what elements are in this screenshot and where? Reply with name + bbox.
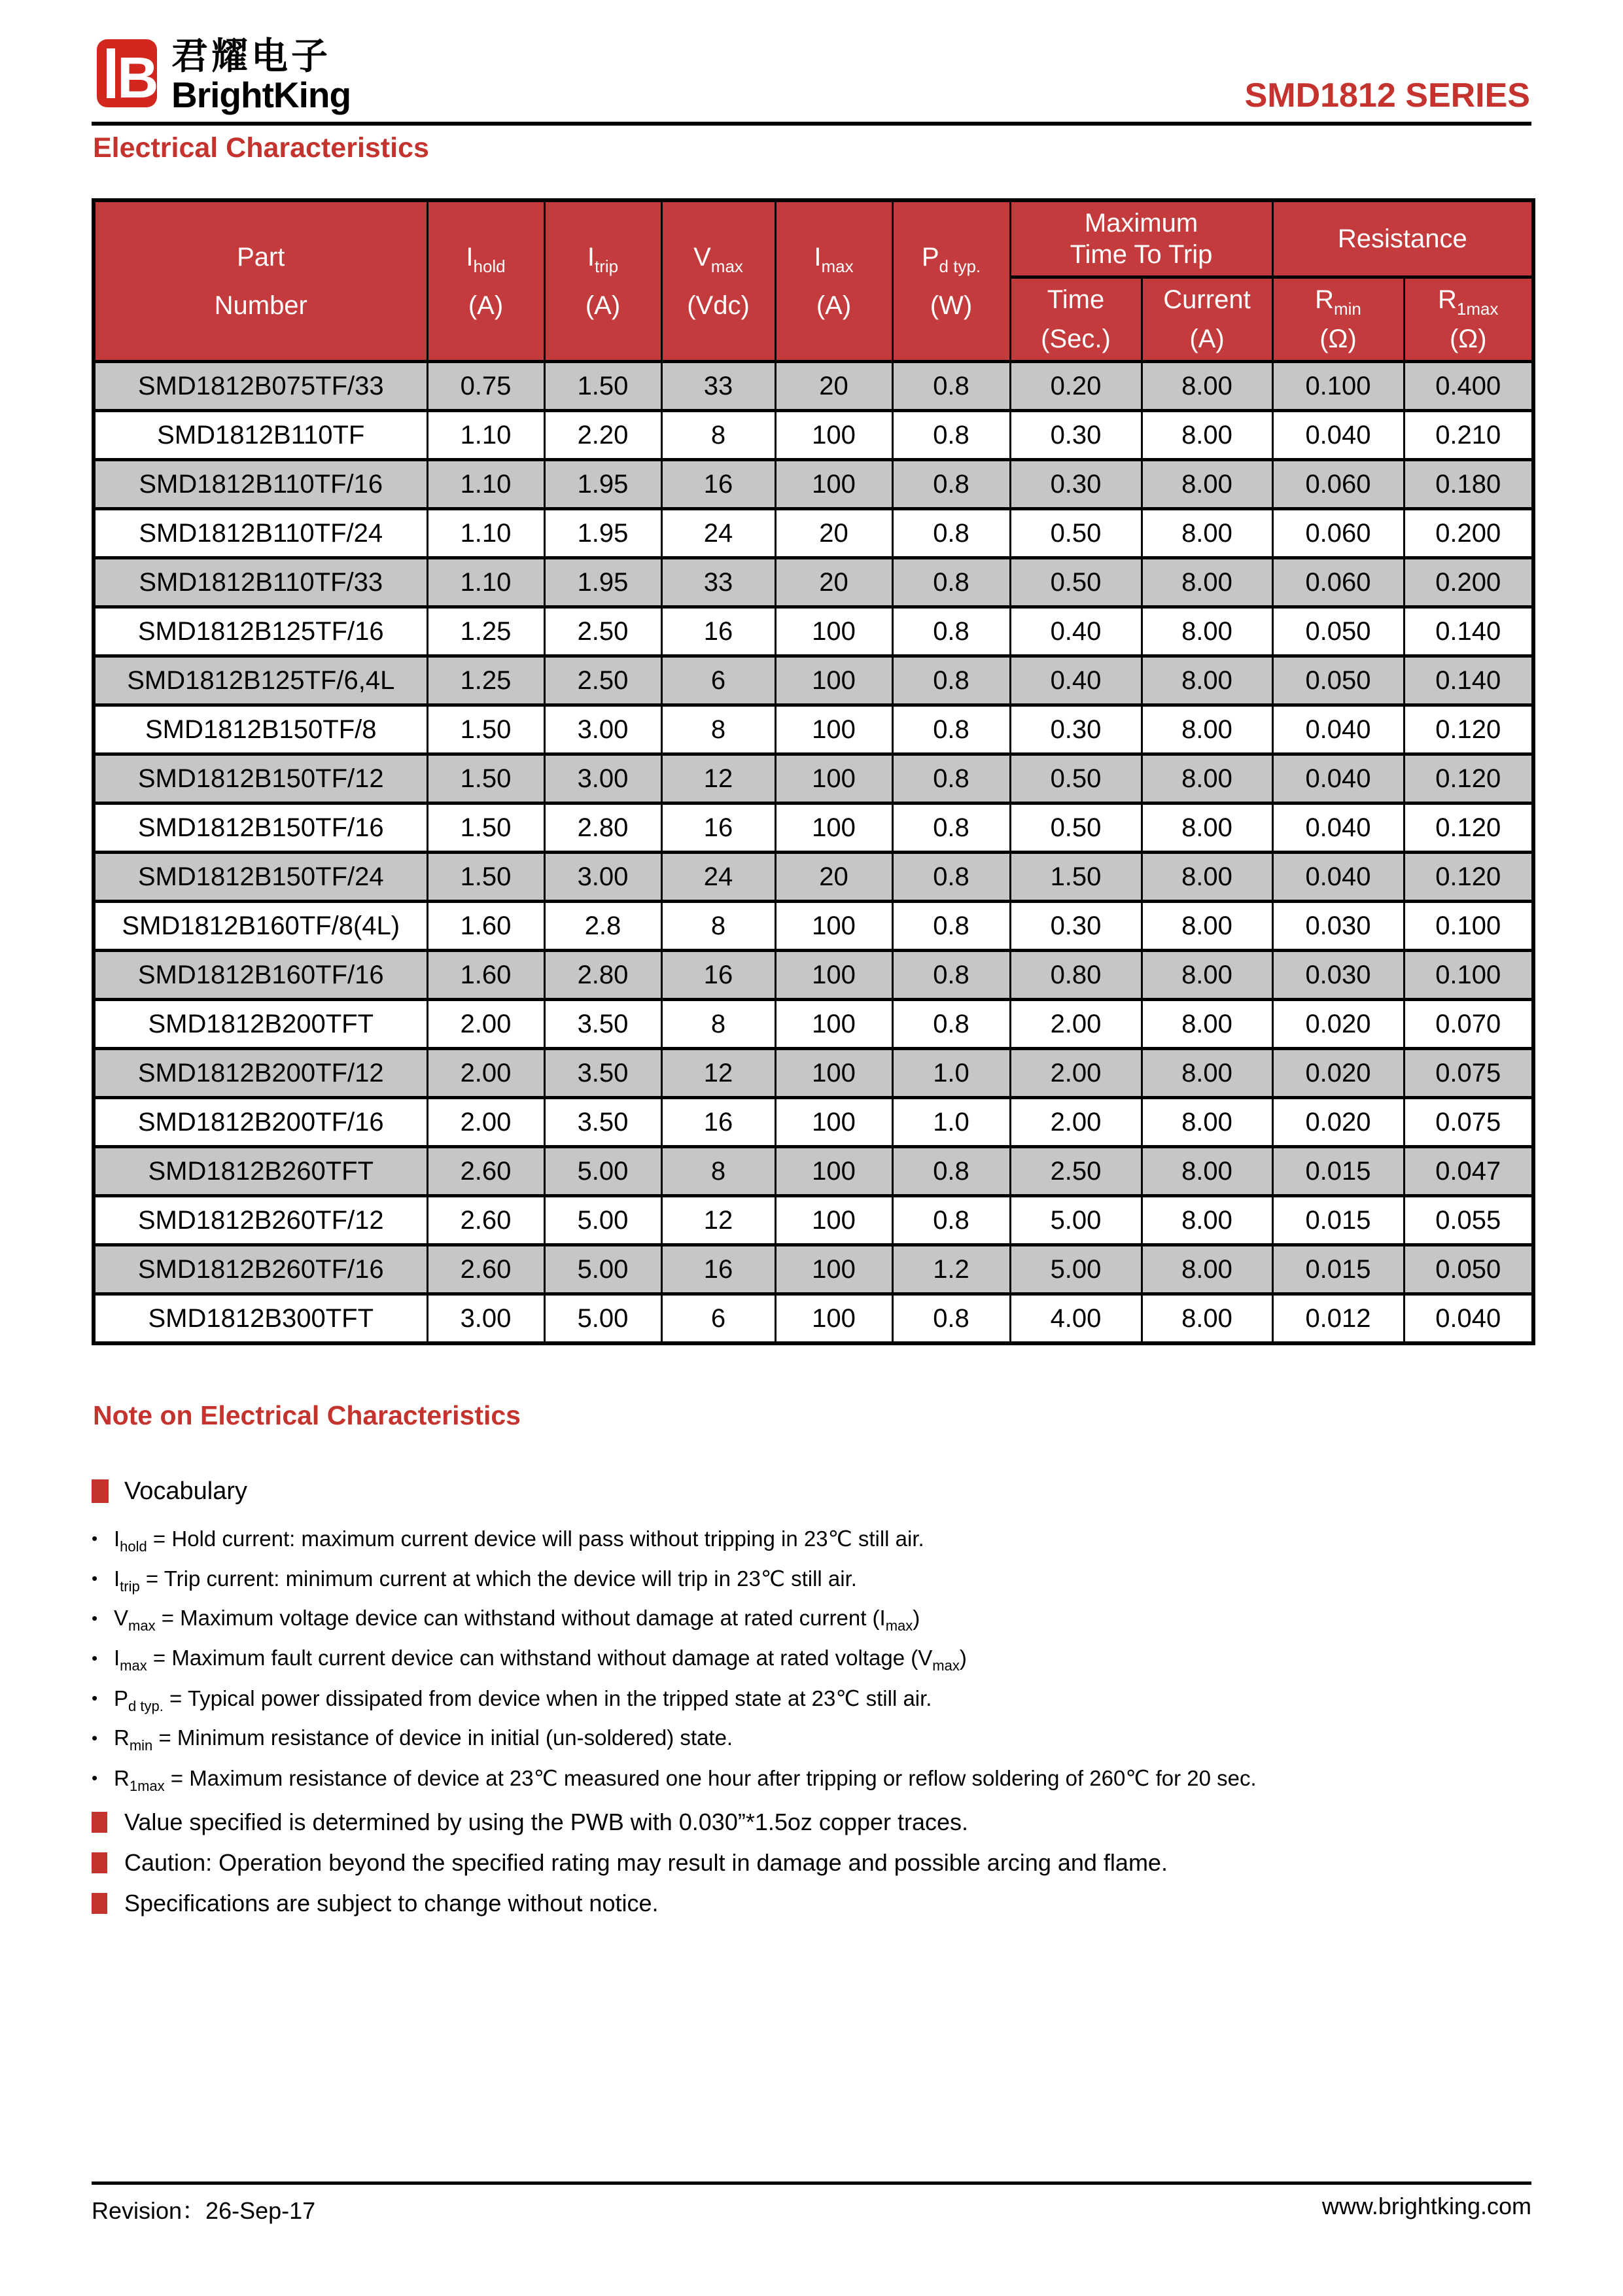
cell-vmax: 8: [661, 1147, 775, 1196]
table-header: [94, 200, 1533, 362]
cell-rmin: 0.020: [1272, 1000, 1404, 1049]
col-header-r1max: $R_{1max}$ (Ω): [1404, 277, 1533, 362]
cell-rmin: 0.060: [1272, 558, 1404, 607]
cell-itrip: 2.50: [544, 656, 661, 705]
cell-imax: 20: [775, 558, 892, 607]
cell-trip-time: 0.50: [1010, 558, 1142, 607]
cell-rmin: 0.060: [1272, 460, 1404, 509]
col-group-resistance: Resistance: [1272, 200, 1533, 277]
note-item-text: Caution: Operation beyond the specified rating may result in damage and possible arcing and flame.: [124, 1848, 1168, 1876]
vocabulary-heading: [92, 1477, 1531, 1506]
cell-r1max: 0.100: [1404, 902, 1533, 951]
cell-r1max: 0.050: [1404, 1245, 1533, 1294]
cell-ihold: 1.10: [427, 460, 544, 509]
cell-vmax: 6: [661, 656, 775, 705]
cell-r1max: 0.070: [1404, 1000, 1533, 1049]
cell-trip-time: 2.50: [1010, 1147, 1142, 1196]
cell-vmax: 12: [661, 1049, 775, 1098]
bullet-dot-icon: •: [92, 1528, 98, 1548]
cell-rmin: 0.050: [1272, 656, 1404, 705]
notes-section-title: Note on Electrical Characteristics: [93, 1400, 521, 1431]
cell-part-number: SMD1812B150TF/8: [94, 705, 427, 754]
col-group-maximum-time-to-trip: Maximum Time To Trip: [1010, 200, 1272, 277]
vocab-item-text: $R_{min}$ = Minimum resistance of device in initial (un-soldered) state.: [114, 1725, 733, 1754]
cell-vmax: 24: [661, 853, 775, 902]
cell-rmin: 0.040: [1272, 853, 1404, 902]
red-square-bullet-icon: [92, 1893, 107, 1914]
note-item: [92, 1883, 1531, 1924]
cell-trip-current: 8.00: [1142, 902, 1272, 951]
cell-ihold: 2.00: [427, 1049, 544, 1098]
cell-pd-typ: 0.8: [892, 1294, 1010, 1344]
cell-part-number: SMD1812B260TF/16: [94, 1245, 427, 1294]
vocab-item-text: $I_{max}$ = Maximum fault current device can withstand without damage at rated voltage $(V_{max})$: [114, 1646, 967, 1674]
cell-trip-time: 0.30: [1010, 460, 1142, 509]
cell-imax: 100: [775, 1147, 892, 1196]
vocab-item: [92, 1519, 1531, 1559]
cell-trip-time: 2.00: [1010, 1049, 1142, 1098]
cell-trip-current: 8.00: [1142, 558, 1272, 607]
cell-rmin: 0.060: [1272, 509, 1404, 558]
cell-r1max: 0.140: [1404, 656, 1533, 705]
cell-trip-time: 0.80: [1010, 951, 1142, 1000]
cell-vmax: 16: [661, 1098, 775, 1147]
cell-part-number: SMD1812B200TFT: [94, 1000, 427, 1049]
col-header-vmax: $V_{max}$ (Vdc): [661, 200, 775, 362]
cell-ihold: 2.00: [427, 1000, 544, 1049]
cell-rmin: 0.030: [1272, 951, 1404, 1000]
cell-part-number: SMD1812B160TF/8(4L): [94, 902, 427, 951]
cell-rmin: 0.040: [1272, 705, 1404, 754]
cell-itrip: 2.50: [544, 607, 661, 656]
cell-ihold: 1.60: [427, 951, 544, 1000]
bullet-dot-icon: •: [92, 1608, 98, 1628]
cell-part-number: SMD1812B150TF/24: [94, 853, 427, 902]
cell-vmax: 6: [661, 1294, 775, 1344]
cell-trip-time: 0.20: [1010, 362, 1142, 411]
cell-imax: 100: [775, 411, 892, 460]
cell-pd-typ: 1.2: [892, 1245, 1010, 1294]
table-row: [94, 362, 1533, 411]
logo-mark-icon: [96, 38, 158, 112]
cell-trip-current: 8.00: [1142, 754, 1272, 804]
cell-part-number: SMD1812B260TFT: [94, 1147, 427, 1196]
cell-ihold: 1.25: [427, 656, 544, 705]
cell-imax: 100: [775, 902, 892, 951]
cell-pd-typ: 0.8: [892, 951, 1010, 1000]
logo-chinese-name: 君耀电子: [171, 35, 331, 77]
cell-itrip: 3.50: [544, 1049, 661, 1098]
cell-trip-current: 8.00: [1142, 853, 1272, 902]
cell-trip-current: 8.00: [1142, 705, 1272, 754]
cell-trip-current: 8.00: [1142, 1196, 1272, 1245]
cell-vmax: 12: [661, 754, 775, 804]
col-header-trip-time: Time (Sec.): [1010, 277, 1142, 362]
cell-pd-typ: 0.8: [892, 656, 1010, 705]
cell-vmax: 16: [661, 951, 775, 1000]
cell-itrip: 3.50: [544, 1098, 661, 1147]
cell-ihold: 0.75: [427, 362, 544, 411]
cell-rmin: 0.040: [1272, 411, 1404, 460]
table-row: [94, 607, 1533, 656]
cell-itrip: 3.00: [544, 853, 661, 902]
cell-rmin: 0.030: [1272, 902, 1404, 951]
bullet-dot-icon: •: [92, 1687, 98, 1708]
table-row: [94, 1147, 1533, 1196]
cell-vmax: 8: [661, 705, 775, 754]
cell-rmin: 0.015: [1272, 1245, 1404, 1294]
cell-rmin: 0.050: [1272, 607, 1404, 656]
cell-r1max: 0.100: [1404, 951, 1533, 1000]
cell-vmax: 16: [661, 804, 775, 853]
website-text: www.brightking.com: [1321, 2193, 1531, 2219]
cell-pd-typ: 0.8: [892, 804, 1010, 853]
cell-part-number: SMD1812B300TFT: [94, 1294, 427, 1344]
cell-imax: 100: [775, 656, 892, 705]
cell-imax: 100: [775, 1098, 892, 1147]
cell-imax: 100: [775, 607, 892, 656]
red-square-bullet-icon: [92, 1479, 109, 1503]
cell-trip-current: 8.00: [1142, 362, 1272, 411]
cell-trip-time: 0.30: [1010, 705, 1142, 754]
table-row: [94, 656, 1533, 705]
cell-imax: 100: [775, 951, 892, 1000]
cell-pd-typ: 0.8: [892, 1000, 1010, 1049]
cell-part-number: SMD1812B110TF/33: [94, 558, 427, 607]
cell-trip-time: 0.40: [1010, 656, 1142, 705]
cell-rmin: 0.040: [1272, 804, 1404, 853]
vocabulary-label: Vocabulary: [124, 1477, 248, 1505]
cell-itrip: 3.00: [544, 754, 661, 804]
cell-pd-typ: 0.8: [892, 1147, 1010, 1196]
cell-trip-current: 8.00: [1142, 1147, 1272, 1196]
page-footer: [92, 2181, 1531, 2226]
cell-r1max: 0.120: [1404, 853, 1533, 902]
table-row: [94, 754, 1533, 804]
cell-r1max: 0.047: [1404, 1147, 1533, 1196]
cell-r1max: 0.055: [1404, 1196, 1533, 1245]
cell-ihold: 1.10: [427, 558, 544, 607]
cell-trip-current: 8.00: [1142, 1049, 1272, 1098]
cell-itrip: 3.50: [544, 1000, 661, 1049]
cell-trip-current: 8.00: [1142, 804, 1272, 853]
cell-itrip: 5.00: [544, 1245, 661, 1294]
cell-r1max: 0.120: [1404, 754, 1533, 804]
footer-rule: [92, 2181, 1531, 2185]
vocab-item: [92, 1678, 1531, 1718]
cell-ihold: 2.60: [427, 1196, 544, 1245]
cell-rmin: 0.015: [1272, 1147, 1404, 1196]
cell-vmax: 33: [661, 362, 775, 411]
cell-vmax: 16: [661, 460, 775, 509]
cell-itrip: 5.00: [544, 1196, 661, 1245]
cell-trip-time: 0.30: [1010, 411, 1142, 460]
table-row: [94, 1196, 1533, 1245]
cell-pd-typ: 0.8: [892, 1196, 1010, 1245]
cell-pd-typ: 0.8: [892, 853, 1010, 902]
cell-pd-typ: 0.8: [892, 754, 1010, 804]
cell-vmax: 16: [661, 1245, 775, 1294]
vocab-item-text: $I_{trip}$ = Trip current: minimum current at which the device will trip in 23℃ still air.: [114, 1566, 857, 1595]
table-row: [94, 1245, 1533, 1294]
cell-trip-current: 8.00: [1142, 1000, 1272, 1049]
cell-imax: 100: [775, 1196, 892, 1245]
bullet-dot-icon: •: [92, 1568, 98, 1588]
cell-imax: 100: [775, 460, 892, 509]
cell-imax: 20: [775, 509, 892, 558]
cell-ihold: 3.00: [427, 1294, 544, 1344]
cell-part-number: SMD1812B150TF/12: [94, 754, 427, 804]
cell-r1max: 0.075: [1404, 1049, 1533, 1098]
cell-trip-time: 0.30: [1010, 902, 1142, 951]
cell-vmax: 24: [661, 509, 775, 558]
page-header: [92, 0, 1531, 122]
cell-ihold: 1.25: [427, 607, 544, 656]
note-item: [92, 1843, 1531, 1883]
cell-pd-typ: 0.8: [892, 607, 1010, 656]
cell-itrip: 1.95: [544, 509, 661, 558]
cell-pd-typ: 0.8: [892, 362, 1010, 411]
cell-itrip: 2.8: [544, 902, 661, 951]
cell-r1max: 0.075: [1404, 1098, 1533, 1147]
table-row: [94, 902, 1533, 951]
red-square-bullet-icon: [92, 1852, 107, 1873]
cell-vmax: 8: [661, 1000, 775, 1049]
cell-itrip: 1.95: [544, 558, 661, 607]
cell-part-number: SMD1812B110TF/24: [94, 509, 427, 558]
cell-trip-time: 5.00: [1010, 1196, 1142, 1245]
cell-pd-typ: 0.8: [892, 705, 1010, 754]
cell-trip-time: 4.00: [1010, 1294, 1142, 1344]
cell-part-number: SMD1812B150TF/16: [94, 804, 427, 853]
cell-itrip: 1.95: [544, 460, 661, 509]
vocab-item: [92, 1598, 1531, 1638]
cell-imax: 100: [775, 804, 892, 853]
note-item-text: Value specified is determined by using the PWB with 0.030”*1.5oz copper traces.: [124, 1808, 969, 1835]
cell-trip-time: 0.50: [1010, 754, 1142, 804]
cell-trip-current: 8.00: [1142, 460, 1272, 509]
cell-imax: 100: [775, 1000, 892, 1049]
col-header-trip-current: Current (A): [1142, 277, 1272, 362]
vocab-item-text: $V_{max}$ = Maximum voltage device can withstand without damage at rated current $(I_{max})$: [114, 1606, 920, 1634]
cell-trip-current: 8.00: [1142, 509, 1272, 558]
cell-ihold: 2.00: [427, 1098, 544, 1147]
cell-pd-typ: 1.0: [892, 1049, 1010, 1098]
cell-vmax: 12: [661, 1196, 775, 1245]
cell-pd-typ: 0.8: [892, 460, 1010, 509]
cell-part-number: SMD1812B075TF/33: [94, 362, 427, 411]
col-header-rmin: $R_{min}$ (Ω): [1272, 277, 1404, 362]
cell-itrip: 5.00: [544, 1147, 661, 1196]
table-row: [94, 1049, 1533, 1098]
cell-vmax: 8: [661, 902, 775, 951]
cell-pd-typ: 0.8: [892, 558, 1010, 607]
table-row: [94, 509, 1533, 558]
cell-r1max: 0.040: [1404, 1294, 1533, 1344]
cell-trip-time: 2.00: [1010, 1098, 1142, 1147]
bullet-dot-icon: •: [92, 1648, 98, 1668]
cell-part-number: SMD1812B125TF/6,4L: [94, 656, 427, 705]
cell-imax: 100: [775, 1294, 892, 1344]
cell-pd-typ: 1.0: [892, 1098, 1010, 1147]
cell-itrip: 3.00: [544, 705, 661, 754]
cell-rmin: 0.020: [1272, 1098, 1404, 1147]
cell-rmin: 0.012: [1272, 1294, 1404, 1344]
cell-part-number: SMD1812B200TF/12: [94, 1049, 427, 1098]
vocab-item: [92, 1559, 1531, 1598]
cell-part-number: SMD1812B160TF/16: [94, 951, 427, 1000]
bullet-dot-icon: •: [92, 1727, 98, 1748]
cell-trip-current: 8.00: [1142, 1245, 1272, 1294]
vocab-item-text: $R_{1max}$ = Maximum resistance of device at 23℃ measured one hour after tripping or reflow soldering of 260℃ for 20 sec.: [114, 1765, 1257, 1794]
col-header-pd-typ: $P_{d typ.}$ (W): [892, 200, 1010, 362]
table-row: [94, 951, 1533, 1000]
cell-trip-time: 0.50: [1010, 804, 1142, 853]
vocabulary-list: [92, 1519, 1531, 1798]
col-header-part-number: Part Number: [94, 200, 427, 362]
table-row: [94, 558, 1533, 607]
cell-ihold: 1.10: [427, 509, 544, 558]
section-title: Electrical Characteristics: [93, 132, 429, 164]
cell-r1max: 0.120: [1404, 804, 1533, 853]
cell-rmin: 0.100: [1272, 362, 1404, 411]
cell-part-number: SMD1812B110TF: [94, 411, 427, 460]
cell-r1max: 0.200: [1404, 509, 1533, 558]
cell-r1max: 0.140: [1404, 607, 1533, 656]
series-title: SMD1812 SERIES: [1244, 77, 1530, 115]
cell-r1max: 0.210: [1404, 411, 1533, 460]
cell-trip-current: 8.00: [1142, 951, 1272, 1000]
cell-itrip: 2.20: [544, 411, 661, 460]
cell-rmin: 0.020: [1272, 1049, 1404, 1098]
red-square-bullet-icon: [92, 1812, 107, 1833]
cell-trip-current: 8.00: [1142, 411, 1272, 460]
cell-pd-typ: 0.8: [892, 509, 1010, 558]
cell-pd-typ: 0.8: [892, 411, 1010, 460]
table-row: [94, 411, 1533, 460]
table-row: [94, 1000, 1533, 1049]
cell-part-number: SMD1812B260TF/12: [94, 1196, 427, 1245]
cell-trip-current: 8.00: [1142, 1294, 1272, 1344]
table-row: [94, 1098, 1533, 1147]
cell-trip-time: 5.00: [1010, 1245, 1142, 1294]
cell-ihold: 1.50: [427, 853, 544, 902]
cell-imax: 100: [775, 705, 892, 754]
cell-rmin: 0.015: [1272, 1196, 1404, 1245]
cell-part-number: SMD1812B110TF/16: [94, 460, 427, 509]
cell-part-number: SMD1812B200TF/16: [94, 1098, 427, 1147]
cell-ihold: 1.10: [427, 411, 544, 460]
cell-ihold: 1.60: [427, 902, 544, 951]
col-header-itrip: $I_{trip}$ (A): [544, 200, 661, 362]
vocab-item: [92, 1718, 1531, 1758]
vocab-item-text: $I_{hold}$ = Hold current: maximum current device will pass without tripping in 23℃ still air.: [114, 1526, 924, 1555]
cell-pd-typ: 0.8: [892, 902, 1010, 951]
cell-part-number: SMD1812B125TF/16: [94, 607, 427, 656]
cell-trip-current: 8.00: [1142, 607, 1272, 656]
cell-vmax: 16: [661, 607, 775, 656]
bullet-dot-icon: •: [92, 1767, 98, 1788]
revision-text: Revision：26-Sep-17: [92, 2197, 316, 2224]
cell-ihold: 1.50: [427, 705, 544, 754]
cell-trip-current: 8.00: [1142, 656, 1272, 705]
cell-vmax: 33: [661, 558, 775, 607]
header-rule: [92, 122, 1531, 126]
cell-r1max: 0.200: [1404, 558, 1533, 607]
electrical-characteristics-table: [92, 198, 1535, 1345]
vocab-item: [92, 1638, 1531, 1678]
cell-trip-current: 8.00: [1142, 1098, 1272, 1147]
table-row: [94, 1294, 1533, 1344]
notes-list: [92, 1802, 1531, 1924]
cell-imax: 100: [775, 1245, 892, 1294]
note-item-text: Specifications are subject to change without notice.: [124, 1889, 659, 1916]
logo-english-name: BrightKing: [171, 75, 351, 115]
cell-trip-time: 2.00: [1010, 1000, 1142, 1049]
table-row: [94, 853, 1533, 902]
col-header-ihold: $I_{hold}$ (A): [427, 200, 544, 362]
cell-rmin: 0.040: [1272, 754, 1404, 804]
note-item: [92, 1802, 1531, 1843]
cell-imax: 20: [775, 853, 892, 902]
cell-imax: 100: [775, 1049, 892, 1098]
table-body: [94, 362, 1533, 1344]
table-row: [94, 804, 1533, 853]
cell-itrip: 2.80: [544, 804, 661, 853]
table-row: [94, 705, 1533, 754]
brightking-logo: [96, 35, 351, 115]
cell-vmax: 8: [661, 411, 775, 460]
cell-ihold: 1.50: [427, 804, 544, 853]
vocab-item-text: $P_{d typ.}$ = Typical power dissipated from device when in the tripped state at 23℃ still air.: [114, 1686, 932, 1714]
cell-imax: 20: [775, 362, 892, 411]
cell-r1max: 0.400: [1404, 362, 1533, 411]
cell-ihold: 2.60: [427, 1147, 544, 1196]
cell-r1max: 0.180: [1404, 460, 1533, 509]
table-row: [94, 460, 1533, 509]
cell-imax: 100: [775, 754, 892, 804]
cell-trip-time: 0.40: [1010, 607, 1142, 656]
cell-trip-time: 0.50: [1010, 509, 1142, 558]
cell-itrip: 2.80: [544, 951, 661, 1000]
cell-ihold: 2.60: [427, 1245, 544, 1294]
cell-trip-time: 1.50: [1010, 853, 1142, 902]
cell-r1max: 0.120: [1404, 705, 1533, 754]
cell-itrip: 1.50: [544, 362, 661, 411]
col-header-imax: $I_{max}$ (A): [775, 200, 892, 362]
svg-text:B: B: [117, 45, 158, 109]
cell-itrip: 5.00: [544, 1294, 661, 1344]
cell-ihold: 1.50: [427, 754, 544, 804]
vocab-item: [92, 1758, 1531, 1798]
